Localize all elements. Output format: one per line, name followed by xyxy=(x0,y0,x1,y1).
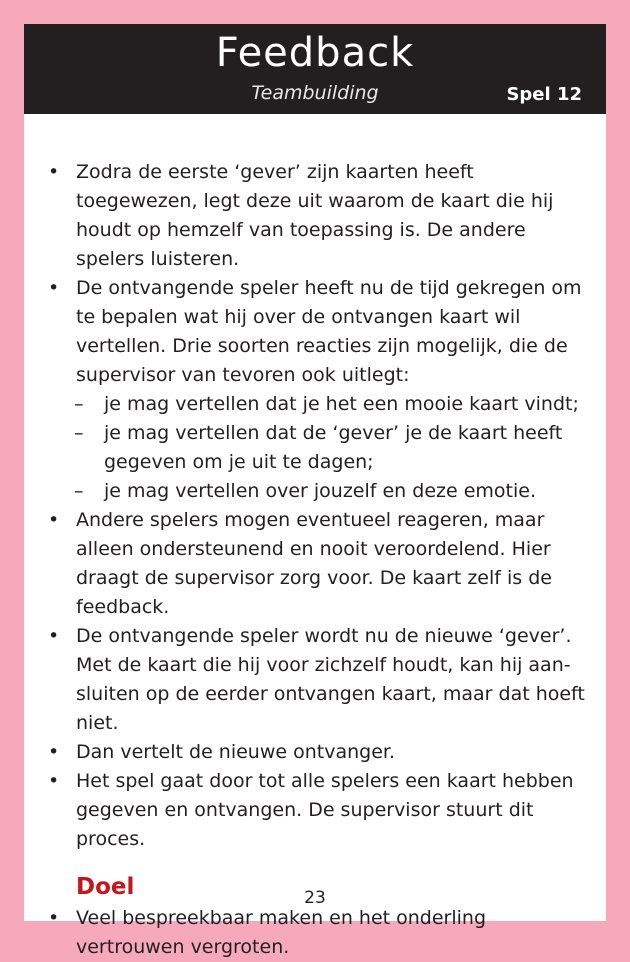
game-number: Spel 12 xyxy=(506,84,582,105)
card-subtitle: Teambuilding xyxy=(251,82,379,104)
dash-icon: – xyxy=(74,480,84,502)
list-item xyxy=(46,506,586,622)
sub-list-item-text: je mag vertellen dat de ‘gever’ je de kaart heeft gegeven om je uit te dagen; xyxy=(104,422,563,473)
card-header xyxy=(24,24,606,114)
bullet-icon: • xyxy=(48,161,60,183)
list-item xyxy=(46,738,586,767)
card-title: Feedback xyxy=(215,30,415,76)
list-item-text: Zodra de eerste ‘gever’ zijn kaarten heeft toegewezen, legt deze uit waarom de kaart die hij houdt op hemzelf van toepassing is. De andere spelers luisteren. xyxy=(76,161,554,270)
list-item-text: De ontvangende speler heeft nu de tijd gekregen om te bepalen wat hij over de ontvangen kaart wil vertellen. Drie soorten reacties zijn mogelijk, die de supervisor van tevoren ook uitlegt: xyxy=(76,277,582,386)
bullet-icon: • xyxy=(48,770,60,792)
goal-heading: Doel xyxy=(76,874,135,900)
sub-list-item xyxy=(46,419,586,477)
list-item xyxy=(46,767,586,854)
list-item-text: De ontvangende speler wordt nu de nieuwe ‘gever’. Met de kaart die hij voor zichzelf houdt, kan hij aansluiten op de eerder ontvangen kaart, maar dat hoeft niet. xyxy=(76,625,585,734)
dash-icon: – xyxy=(74,393,84,415)
list-item-text: Veel bespreekbaar maken en het onderling vertrouwen vergroten. xyxy=(76,907,487,958)
sub-list-item xyxy=(46,390,586,419)
list-item-text: Andere spelers mogen eventueel reageren, maar alleen ondersteunend en nooit veroordelend. Hier draagt de supervisor zorg voor. De kaart zelf is de feedback. xyxy=(76,509,552,618)
bullet-icon: • xyxy=(48,625,60,647)
list-item xyxy=(46,274,586,390)
list-item-text: Het spel gaat door tot alle spelers een kaart hebben gegeven en ontvangen. De supervisor stuurt dit proces. xyxy=(76,770,574,850)
bullet-icon: • xyxy=(48,907,60,929)
list-item xyxy=(46,904,586,962)
list-item xyxy=(46,158,586,274)
game-card xyxy=(24,24,606,958)
list-item xyxy=(46,622,586,738)
sub-list-item xyxy=(46,477,586,506)
bullet-icon: • xyxy=(48,509,60,531)
sub-list-item-text: je mag vertellen dat je het een mooie kaart vindt; xyxy=(104,393,579,415)
dash-icon: – xyxy=(74,422,84,444)
bullet-icon: • xyxy=(48,277,60,299)
sub-list-item-text: je mag vertellen over jouzelf en deze emotie. xyxy=(104,480,536,502)
card-body xyxy=(46,158,586,962)
list-item-text: Dan vertelt de nieuwe ontvanger. xyxy=(76,741,396,763)
bullet-icon: • xyxy=(48,741,60,763)
page-number: 23 xyxy=(304,888,326,908)
